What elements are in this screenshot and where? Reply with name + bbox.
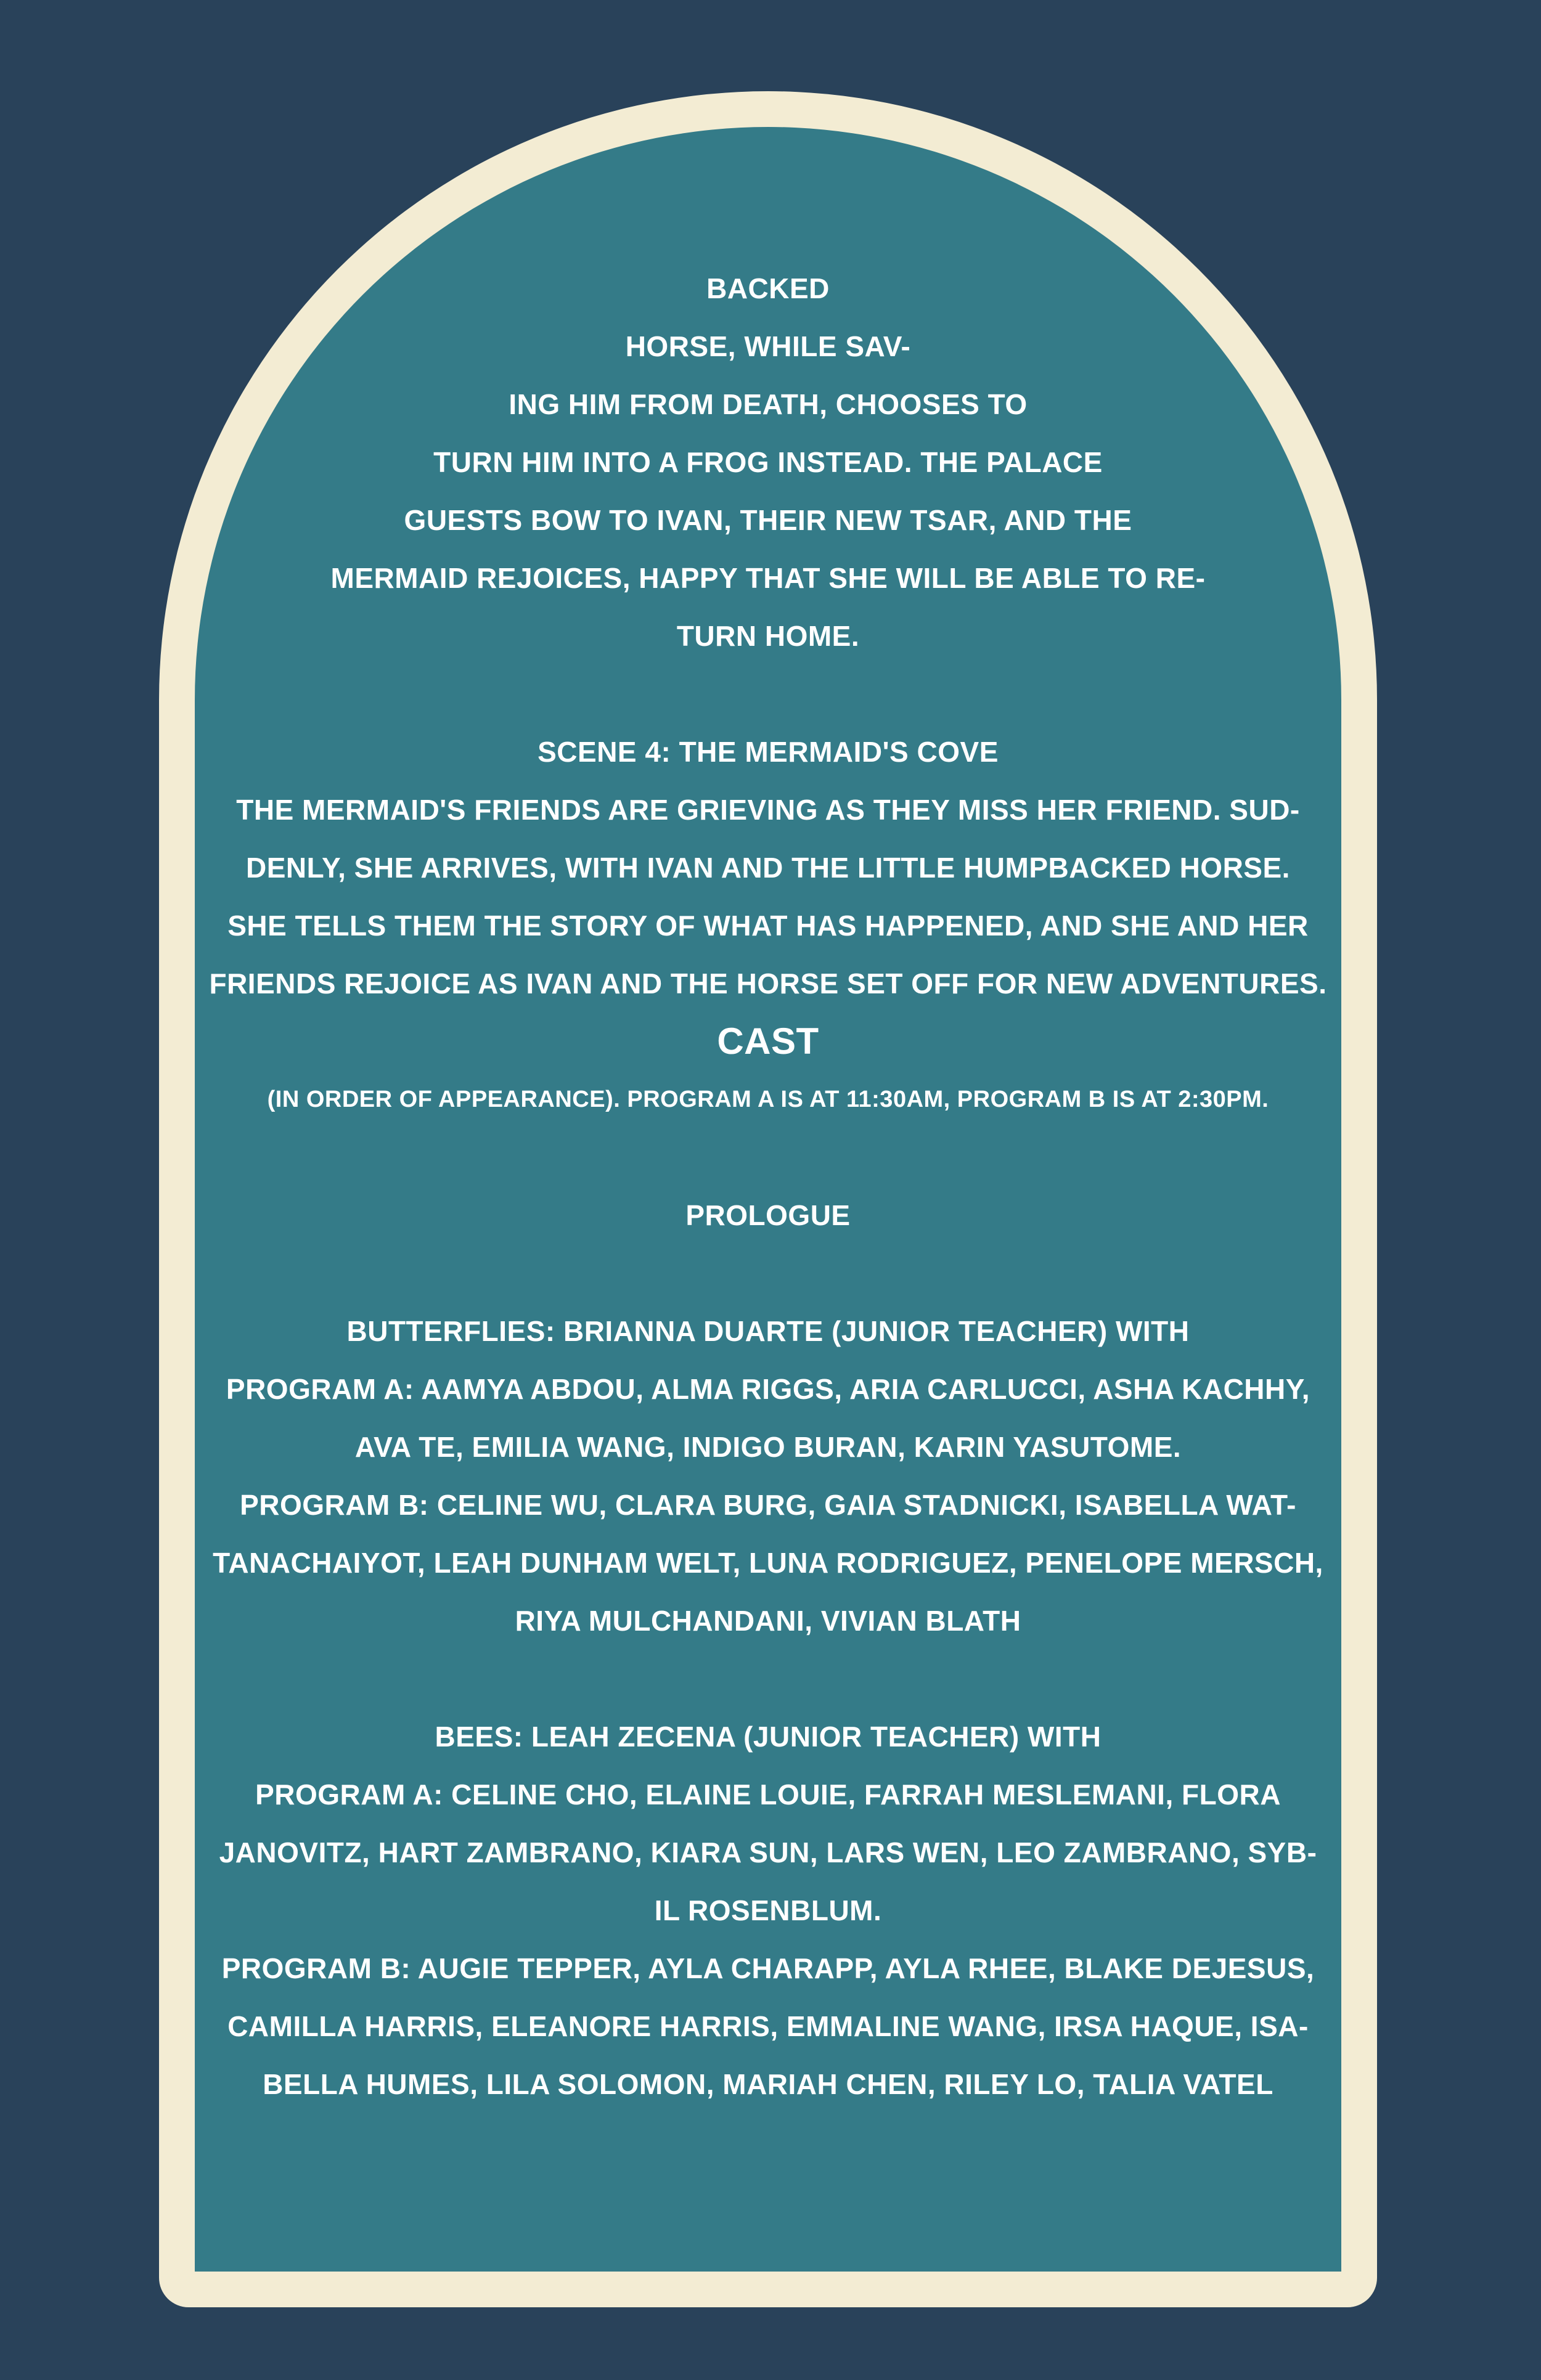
synopsis-line: MERMAID REJOICES, HAPPY THAT SHE WILL BE ABLE TO RE- <box>330 562 1206 594</box>
butterflies-line: RIYA MULCHANDANI, VIVIAN BLATH <box>515 1605 1021 1637</box>
bees-line: BEES: LEAH ZECENA (JUNIOR TEACHER) WITH <box>435 1721 1102 1753</box>
cast-title: CAST <box>717 1021 819 1062</box>
cast-subtitle: (IN ORDER OF APPEARANCE). PROGRAM A IS AT 11:30AM, PROGRAM B IS AT 2:30PM. <box>267 1086 1269 1112</box>
bees-line: BELLA HUMES, LILA SOLOMON, MARIAH CHEN, RILEY LO, TALIA VATEL <box>263 2068 1273 2100</box>
synopsis-line: TURN HIM INTO A FROG INSTEAD. THE PALACE <box>433 446 1103 478</box>
butterflies-line: TANACHAIYOT, LEAH DUNHAM WELT, LUNA RODRIGUEZ, PENELOPE MERSCH, <box>213 1547 1323 1579</box>
bees-line: PROGRAM A: CELINE CHO, ELAINE LOUIE, FARRAH MESLEMANI, FLORA <box>255 1779 1281 1811</box>
scene-line: THE MERMAID'S FRIENDS ARE GRIEVING AS THEY MISS HER FRIEND. SUD- <box>236 794 1300 826</box>
synopsis-line: BACKED <box>706 272 830 304</box>
bees-line: CAMILLA HARRIS, ELEANORE HARRIS, EMMALINE WANG, IRSA HAQUE, ISA- <box>227 2010 1309 2042</box>
synopsis-line: HORSE, WHILE SAV- <box>625 330 911 362</box>
synopsis-line: TURN HOME. <box>676 620 860 652</box>
scene-line: DENLY, SHE ARRIVES, WITH IVAN AND THE LITTLE HUMPBACKED HORSE. <box>246 852 1290 884</box>
synopsis-line: GUESTS BOW TO IVAN, THEIR NEW TSAR, AND THE <box>404 504 1132 536</box>
synopsis-line: ING HIM FROM DEATH, CHOOSES TO <box>509 388 1028 420</box>
arch-frame <box>159 91 1377 2307</box>
bees-line: IL ROSENBLUM. <box>654 1894 882 1926</box>
butterflies-line: BUTTERFLIES: BRIANNA DUARTE (JUNIOR TEACHER) WITH <box>346 1315 1190 1347</box>
scene-line: SHE TELLS THEM THE STORY OF WHAT HAS HAPPENED, AND SHE AND HER <box>227 910 1309 942</box>
butterflies-line: PROGRAM B: CELINE WU, CLARA BURG, GAIA STADNICKI, ISABELLA WAT- <box>240 1489 1296 1521</box>
bees-line: PROGRAM B: AUGIE TEPPER, AYLA CHARAPP, AYLA RHEE, BLAKE DEJESUS, <box>221 1952 1315 1984</box>
butterflies-line: AVA TE, EMILIA WANG, INDIGO BURAN, KARIN YASUTOME. <box>354 1431 1182 1463</box>
prologue-heading: PROLOGUE <box>685 1199 851 1231</box>
program-text <box>195 259 1341 2113</box>
scene-heading: SCENE 4: THE MERMAID'S COVE <box>538 736 999 768</box>
bees-line: JANOVITZ, HART ZAMBRANO, KIARA SUN, LARS WEN, LEO ZAMBRANO, SYB- <box>219 1836 1317 1869</box>
scene-line: FRIENDS REJOICE AS IVAN AND THE HORSE SET OFF FOR NEW ADVENTURES. <box>209 968 1327 1000</box>
butterflies-line: PROGRAM A: AAMYA ABDOU, ALMA RIGGS, ARIA CARLUCCI, ASHA KACHHY, <box>226 1373 1310 1405</box>
arch-panel <box>195 127 1341 2272</box>
